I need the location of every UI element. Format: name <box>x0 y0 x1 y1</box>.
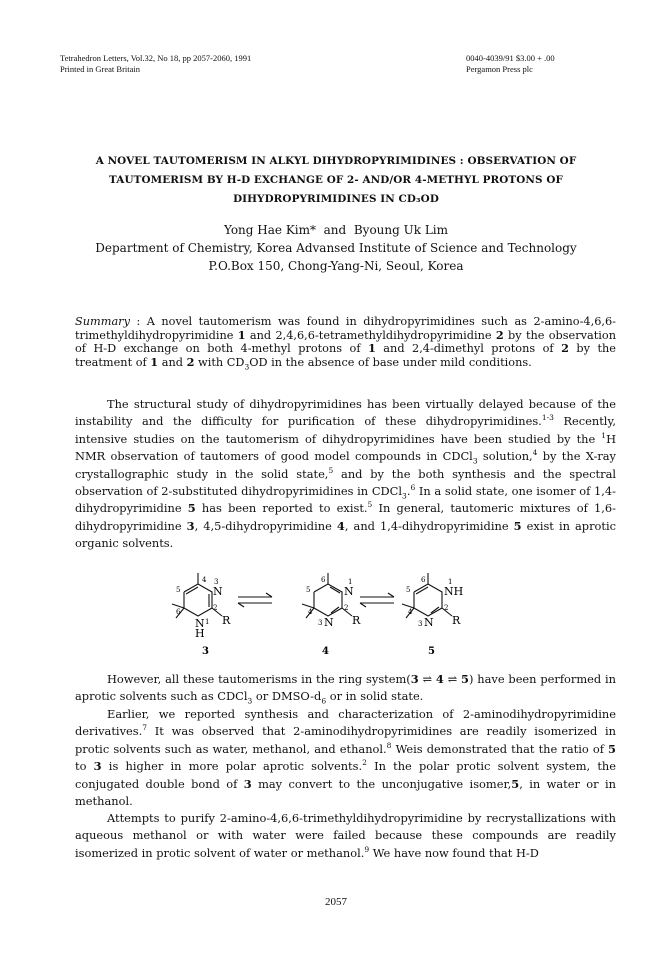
title-line-1: A NOVEL TAUTOMERISM IN ALKYL DIHYDROPYRIMIDINES : OBSERVATION OF <box>95 155 577 167</box>
author-kim: Yong Hae Kim* <box>223 223 316 237</box>
body-paragraph-2: However, all these tautomerisms in the ring system(3 ⇌ 4 ⇌ 5) have been performed in aprotic solvents such as CDCl$_3$ or DMSO-$d_6$ or in solid state. <box>75 672 616 706</box>
svg-text:5: 5 <box>306 586 311 594</box>
journal-line-2: Printed in Great Britain <box>60 64 141 74</box>
code-line-2: Pergamon Press plc <box>466 64 533 74</box>
svg-text:5: 5 <box>176 586 181 594</box>
compound-label-3: 3 <box>202 646 209 657</box>
page-number: 2057 <box>325 896 347 908</box>
svg-text:2: 2 <box>213 604 218 612</box>
svg-text:5: 5 <box>406 586 411 594</box>
compound-label-4: 4 <box>322 646 329 657</box>
svg-text:2: 2 <box>344 604 349 612</box>
title-line-3: DIHYDROPYRIMIDINES IN CD₃OD <box>233 193 439 205</box>
svg-text:2: 2 <box>444 604 449 612</box>
atom-r-s4: R <box>352 614 361 627</box>
svg-text:1: 1 <box>205 618 210 626</box>
affiliation <box>0 240 672 275</box>
compound-label-5: 5 <box>428 646 435 657</box>
atom-n3-s5: N <box>424 616 434 629</box>
journal-citation <box>60 53 251 75</box>
atom-n3-s3: N <box>213 585 223 598</box>
author-conjunction: and <box>323 223 347 237</box>
svg-text:3: 3 <box>318 619 323 627</box>
atom-nh-s5: NH <box>444 585 464 598</box>
atom-n1-s4: N <box>344 585 354 598</box>
svg-text:6: 6 <box>321 576 326 584</box>
body-paragraph-1: The structural study of dihydropyrimidines has been virtually delayed because of the instability and the difficulty for purification of these dihydropyrimidines.$^{1-3}$ Recently, intensive studies on the tautomerism of dihydropyrimidines have been studied by the $^1$H NMR observation of tautomers of good model compounds in CDCl$_3$ solution,$^4$ by the X-ray crystallographic study in the solid state,$^5$ and by the both synthesis and the spectral observation of 2-substituted dihydropyrimidines in CDCl$_3$.$^6$ In a solid state, one isomer of 1,4-dihydropyrimidine 5 has been reported to exist.$^5$ In general, tautomeric mixtures of 1,6-dihydropyrimidine 3, 4,5-dihydropyrimidine 4, and 1,4-dihydropyrimidine 5 exist in aprotic organic solvents. <box>75 397 616 551</box>
svg-text:3: 3 <box>418 620 423 628</box>
svg-text:3: 3 <box>214 578 219 586</box>
svg-text:6: 6 <box>176 608 181 616</box>
article-code <box>466 53 555 75</box>
summary: Summary : A novel tautomerism was found in dihydropyrimidines such as 2-amino-4,6,6-trimethyldihydropyrimidine 1 and 2,4,6,6-tetramethyldihydropyrimidine 2 by the observation of H-D exchange on both 4-methyl protons of 1 and 2,4-dimethyl protons of 2 by the treatment of 1 and 2 with $CD_3OD$ in the absence of base under mild conditions. <box>75 315 616 372</box>
svg-text:4: 4 <box>308 608 313 616</box>
journal-line-1: Tetrahedron Letters, Vol.32, No 18, pp 2057-2060, 1991 <box>60 53 252 63</box>
svg-text:1: 1 <box>348 578 353 586</box>
affiliation-line-1: Department of Chemistry, Korea Advansed Institute of Science and Technology <box>95 241 577 255</box>
tautomer-scheme <box>150 570 520 660</box>
body-paragraph-3: Earlier, we reported synthesis and characterization of 2-aminodihydropyrimidine derivatives.$^7$ It was observed that 2-aminodihydropyrimidines are readily isomerized in protic solvents such as water, methanol, and ethanol.$^8$ Weis demonstrated that the ratio of 5 to 3 is higher in more polar aprotic solvents.$^2$ In the polar protic solvent system, the conjugated double bond of 3 may convert to the unconjugative isomer,5, in water or in methanol. <box>75 707 617 809</box>
atom-n1-s3: N <box>195 617 205 630</box>
code-line-1: 0040-4039/91 $3.00 + .00 <box>466 53 555 63</box>
svg-text:6: 6 <box>421 576 426 584</box>
atom-r-s5: R <box>452 614 461 627</box>
affiliation-line-2: P.O.Box 150, Chong-Yang-Ni, Seoul, Korea <box>208 258 464 273</box>
authors <box>0 222 672 240</box>
atom-h-s3: H <box>195 627 205 640</box>
equilibrium-arrow-2 <box>360 593 394 607</box>
body-paragraph-4: Attempts to purify 2-amino-4,6,6-trimethyldihydropyrimidine by recrystallizations with aqueous methanol or with water were failed because these compounds are readily isomerized in protic solvent of water or methanol.$^9$ We have now found that H-D <box>75 811 616 860</box>
svg-text:4: 4 <box>408 608 413 616</box>
paper-title <box>60 152 612 209</box>
title-line-2: TAUTOMERISM BY H-D EXCHANGE OF 2- AND/OR 4-METHYL PROTONS OF <box>109 174 563 186</box>
svg-text:1: 1 <box>448 578 453 586</box>
atom-n3-s4: N <box>324 616 334 629</box>
author-lim: Byoung Uk Lim <box>353 223 449 237</box>
summary-label: Summary <box>75 315 130 328</box>
equilibrium-arrow-1 <box>238 593 272 607</box>
svg-text:4: 4 <box>202 576 207 584</box>
atom-r-s3: R <box>222 614 231 627</box>
